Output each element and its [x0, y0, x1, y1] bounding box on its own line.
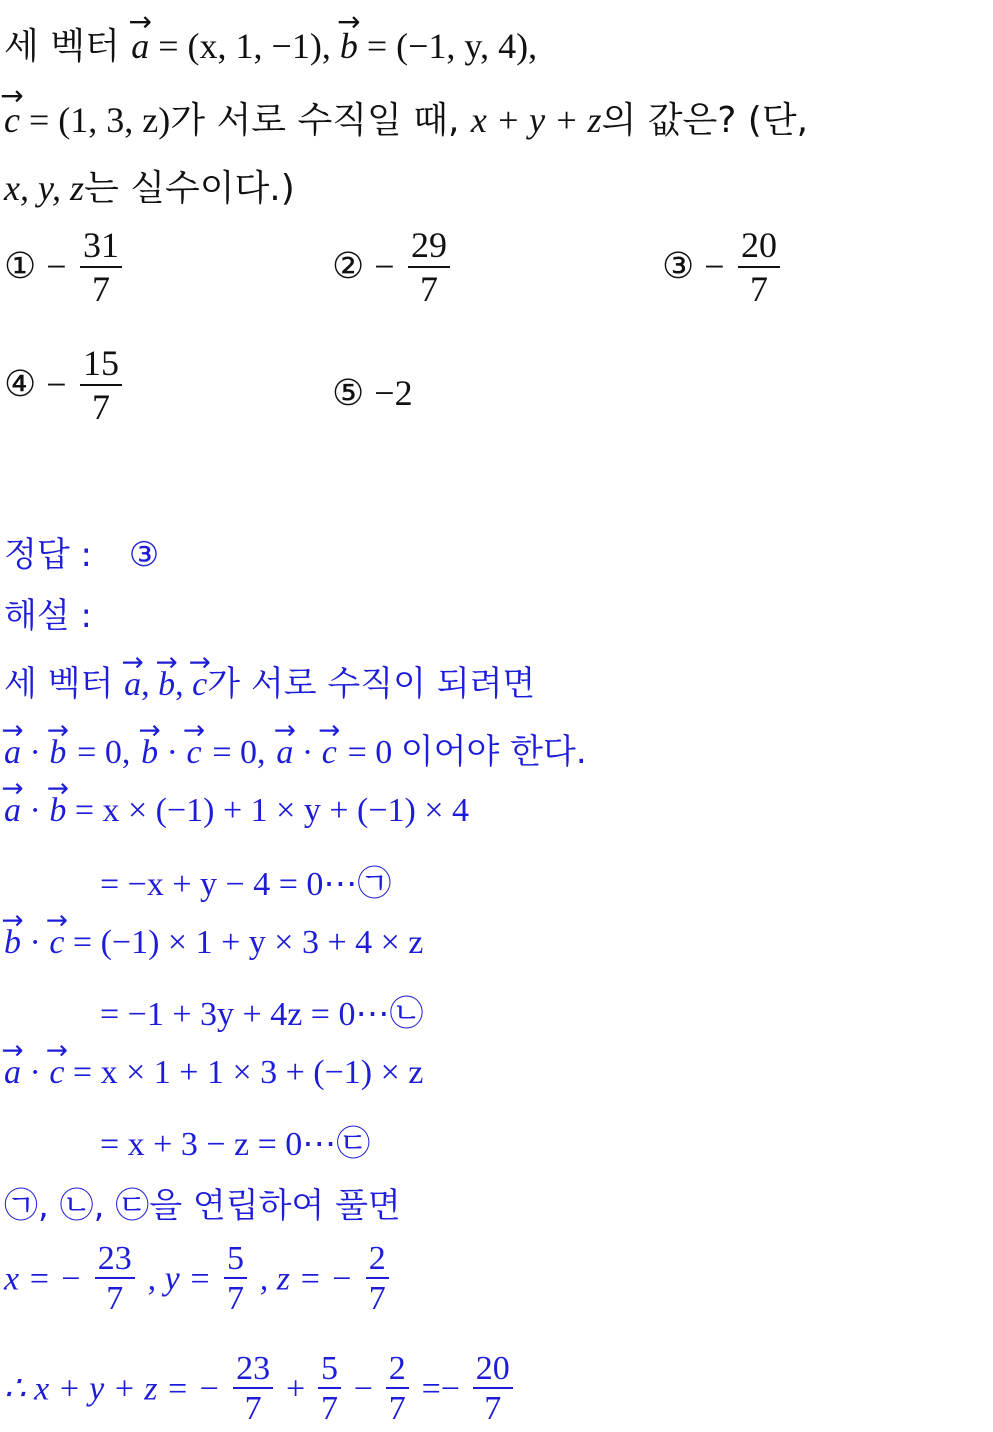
ab-b: → b: [49, 792, 66, 830]
ab-expand: = x × (−1) + 1 × y + (−1) × 4: [66, 792, 470, 829]
vector-a: → a: [131, 25, 149, 67]
choice-3-mark: ③: [662, 246, 695, 288]
choice-4[interactable]: [4, 344, 124, 429]
cond1-a: → a: [4, 734, 21, 772]
intro-vector-a: → a: [124, 666, 141, 704]
ab-dot-product: → a · → b = x × (−1) + 1 × y + (−1) × 4: [4, 790, 469, 830]
x-fraction: [95, 1240, 135, 1320]
final-num-1: 23: [233, 1350, 273, 1389]
cond3-eq: = 0: [347, 734, 401, 771]
choice-4-mark: ④: [4, 364, 37, 406]
choice-2-num: 29: [408, 226, 450, 268]
problem-condition: 가 서로 수직일 때,: [170, 100, 471, 141]
answer-line: [4, 527, 159, 576]
choice-4-sign: −: [46, 364, 67, 405]
problem-line-3: [4, 160, 295, 211]
y-num: 5: [224, 1240, 247, 1279]
vector-b-components: = (−1, y, 4),: [357, 26, 538, 66]
choice-3[interactable]: [662, 226, 782, 311]
final-fraction-4: [473, 1350, 513, 1430]
intro-lead: 세 벡터: [4, 664, 125, 704]
final-fraction-3: [386, 1350, 409, 1430]
y-fraction: [224, 1240, 247, 1320]
explanation-label: 해설 :: [4, 596, 92, 636]
problem-lead: 세 벡터: [4, 26, 120, 67]
solve-text: ㉠, ㉡, ㉢을 연립하여 풀면: [4, 1186, 401, 1226]
choice-5[interactable]: [332, 372, 413, 414]
intro-tail: 가 서로 수직이 되려면: [207, 664, 536, 704]
choice-1-mark: ①: [4, 246, 37, 288]
choice-4-num: 15: [80, 344, 122, 386]
ac-c: → c: [49, 1054, 64, 1092]
choice-1-sign: −: [46, 246, 67, 287]
choice-5-mark: ⑤: [332, 373, 365, 414]
final-answer: [4, 1350, 515, 1430]
problem-note: 는 실수이다.): [83, 168, 295, 209]
final-num-4: 20: [473, 1350, 513, 1389]
bc-result: = −1 + 3y + 4z = 0⋯㉡: [100, 996, 424, 1033]
ac-a: → a: [4, 1054, 21, 1092]
choice-3-den: 7: [750, 268, 769, 309]
final-fraction-1: [233, 1350, 273, 1430]
bc-expand: = (−1) × 1 + y × 3 + 4 × z: [64, 924, 424, 961]
vector-c-components: = (1, 3, z): [19, 100, 171, 140]
y-label: , y =: [147, 1260, 212, 1298]
z-den: 7: [368, 1280, 386, 1318]
y-den: 7: [226, 1280, 244, 1318]
ac-dot-product: → a · → c = x × 1 + 1 × 3 + (−1) × z: [4, 1052, 423, 1092]
choice-5-value: −2: [374, 373, 413, 413]
final-num-3: 2: [386, 1350, 409, 1389]
cond1-b: → b: [49, 734, 66, 772]
x-label: x = −: [4, 1260, 82, 1298]
final-den-4: 7: [484, 1390, 502, 1428]
problem-line-2: [4, 92, 808, 143]
choice-4-den: 7: [92, 386, 111, 427]
z-label: , z = −: [259, 1260, 353, 1298]
z-fraction: [366, 1240, 389, 1320]
choice-2-fraction: [408, 226, 450, 311]
choice-1-num: 31: [80, 226, 122, 268]
final-fraction-2: [318, 1350, 341, 1430]
answer-value: ③: [128, 535, 160, 575]
choice-2-mark: ②: [332, 246, 365, 288]
cond2-c: → c: [186, 734, 201, 772]
problem-variables: x, y, z: [4, 168, 84, 208]
final-op-2: −: [353, 1370, 373, 1408]
choice-4-fraction: [80, 344, 122, 429]
cond2-eq: = 0,: [212, 734, 266, 771]
problem-expression: x + y + z: [470, 100, 602, 140]
intro-vector-b: → b: [158, 666, 175, 704]
solution-values: [4, 1240, 391, 1320]
z-num: 2: [366, 1240, 389, 1279]
choice-1-fraction: [80, 226, 122, 311]
cond-tail: 이어야 한다.: [400, 732, 587, 772]
answer-label: 정답 :: [4, 535, 92, 575]
cond1-eq: = 0,: [77, 734, 131, 771]
final-num-2: 5: [318, 1350, 341, 1389]
vector-c: → c: [4, 99, 20, 141]
choice-1-den: 7: [92, 268, 111, 309]
final-op-1: +: [285, 1370, 306, 1408]
explanation-intro: 세 벡터 → a, → b, → c가 서로 수직이 되려면: [4, 656, 535, 705]
final-lead: ∴ x + y + z = −: [4, 1370, 221, 1408]
choice-3-sign: −: [704, 246, 725, 287]
final-den-3: 7: [388, 1390, 406, 1428]
intro-vector-c: → c: [192, 666, 207, 704]
vector-a-components: = (x, 1, −1),: [149, 26, 340, 66]
cond3-c: → c: [322, 734, 337, 772]
choice-2[interactable]: [332, 226, 452, 311]
choice-3-fraction: [738, 226, 780, 311]
ab-result: = −x + y − 4 = 0⋯㉠: [100, 866, 392, 903]
orthogonality-conditions: → a · → b = 0, → b · → c = 0, → a · → c = 0 이어야 한다.: [4, 724, 587, 773]
ab-a: → a: [4, 792, 21, 830]
choice-2-sign: −: [374, 246, 395, 287]
bc-c: → c: [49, 924, 64, 962]
vector-b: → b: [340, 25, 358, 67]
choice-3-num: 20: [738, 226, 780, 268]
choice-2-den: 7: [420, 268, 439, 309]
ac-result: = x + 3 − z = 0⋯㉢: [100, 1126, 371, 1163]
x-num: 23: [95, 1240, 135, 1279]
x-den: 7: [106, 1280, 124, 1318]
cond3-a: → a: [276, 734, 293, 772]
cond2-b: → b: [141, 734, 158, 772]
bc-b: → b: [4, 924, 21, 962]
ac-expand: = x × 1 + 1 × 3 + (−1) × z: [64, 1054, 424, 1091]
final-den-2: 7: [320, 1390, 338, 1428]
final-eq: =−: [421, 1370, 460, 1408]
choice-1[interactable]: [4, 226, 124, 311]
bc-dot-product: → b · → c = (−1) × 1 + y × 3 + 4 × z: [4, 922, 423, 962]
final-den-1: 7: [244, 1390, 262, 1428]
problem-question: 의 값은? (단,: [601, 100, 809, 141]
problem-line-1: [4, 18, 537, 69]
